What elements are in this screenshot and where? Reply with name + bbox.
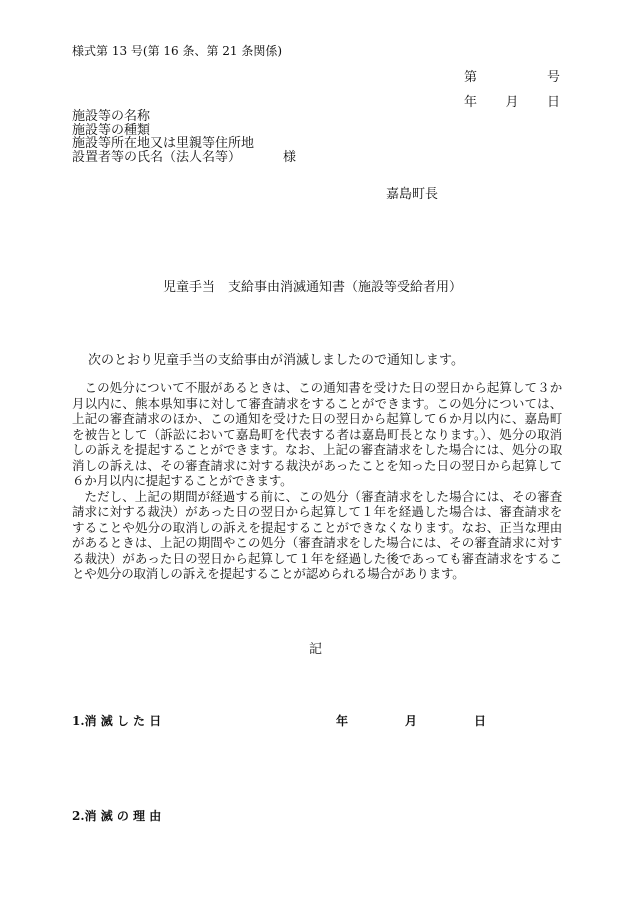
recipient-facility-name: 施設等の名称	[72, 109, 151, 124]
date-year: 年	[464, 95, 478, 110]
date-month: 月	[505, 95, 519, 110]
intro-sentence: 次のとおり児童手当の支給事由が消滅しましたので通知します。	[88, 353, 464, 368]
item-1-date	[336, 712, 486, 729]
appeal-paragraph-2: ただし、上記の期間が経過する前に、この処分（審査請求をした場合には、その審査請求に対する裁決）があった日の翌日から起算して１年を経過した場合は、審査請求をすることや処分の取消しの訴えを提起することができなくなります。なお、正当な理由があるときは、上記の期間やこの処分（審査請求をした場合には、その審査請求に対する裁決）があった日の翌日から起算して１年を経過した後であっても審査請求をすることや処分の取消しの訴えを提起することが認められる場合があります。	[72, 488, 562, 581]
item-1-year: 年	[336, 714, 349, 728]
item-1-day: 日	[473, 714, 486, 728]
document-title: 児童手当 支給事由消滅通知書（施設等受給者用）	[163, 280, 463, 295]
date-day: 日	[546, 95, 560, 110]
recipient-address: 施設等所在地又は里親等住所地	[72, 136, 255, 151]
recipient-block	[72, 110, 296, 164]
issuer-name: 嘉島町長	[386, 187, 439, 202]
recipient-owner-name: 設置者等の氏名（法人名等）	[72, 149, 242, 165]
item-2-label: 2.消 滅 の 理 由	[72, 809, 162, 823]
recipient-owner-line	[72, 151, 296, 165]
item-1-label: 1.消 滅 し た 日	[72, 714, 162, 728]
item-1-month: 月	[404, 714, 417, 728]
ki-heading: 記	[309, 642, 323, 657]
number-suffix: 号	[546, 70, 560, 85]
appeal-notice	[72, 380, 562, 582]
document-date	[464, 91, 560, 110]
appeal-paragraph-1: この処分について不服があるときは、この通知書を受けた日の翌日から起算して３か月以内に、熊本県知事に対して審査請求をすることができます。この処分については、上記の審査請求のほか、この通知を受けた日の翌日から起算して６か月以内に、嘉島町を被告として（訴訟において嘉島町を代表する者は嘉島町長となります。）、処分の取消しの訴えを提起することができます。なお、上記の審査請求をした場合には、処分の取消しの訴えは、その審査請求に対する裁決があったことを知った日の翌日から起算して６か月以内に提起することができます。	[72, 380, 562, 488]
form-number: 様式第 13 号(第 16 条、第 21 条関係)	[72, 44, 283, 58]
document-number	[464, 66, 560, 85]
recipient-honorific: 様	[283, 149, 297, 165]
recipient-facility-type: 施設等の種類	[72, 122, 151, 138]
number-prefix: 第	[464, 70, 478, 85]
